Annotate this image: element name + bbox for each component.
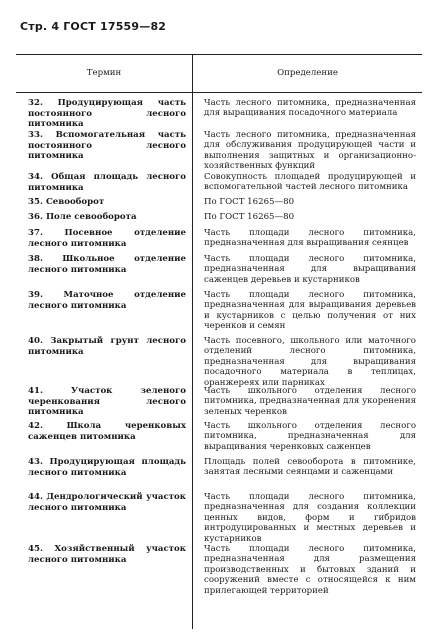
term-cell: 39. Маточное отделение лесного питомника <box>28 290 186 311</box>
column-header-definition: Определение <box>277 68 338 78</box>
table-column-divider <box>192 54 193 629</box>
definition-cell: Часть лесного питомника, предназначенная для выращивания посадочного материала <box>204 98 416 119</box>
term-cell: 32. Продуцирующая часть постоянного лесного питомника <box>28 98 186 129</box>
table-top-rule <box>16 54 422 55</box>
term-cell: 33. Вспомогательная часть постоянного лесного питомника <box>28 130 186 161</box>
term-cell: 34. Общая площадь лесного питомника <box>28 172 186 193</box>
definition-cell: По ГОСТ 16265—80 <box>204 212 295 222</box>
definition-cell: Часть площади лесного питомника, предназначенная для размещения производственных и бытовых зданий и сооружений вместе с относящейся к ним прилегающей территорией <box>204 544 416 596</box>
definition-cell: Часть лесного питомника, предназначенная для обслуживания продуцирующей части и выполнения защитных и организационно-хозяйственных функций <box>204 130 416 172</box>
definition-cell: Часть площади лесного питомника, предназначенная для выращивания саженцев деревьев и кустарников <box>204 254 416 285</box>
definition-cell: Площадь полей севооборота в питомнике, занятая лесными сеянцами и саженцами <box>204 457 416 478</box>
term-cell: 40. Закрытый грунт лесного питомника <box>28 336 186 357</box>
term-cell: 36. Поле севооборота <box>28 212 137 222</box>
column-header-term: Термин <box>86 68 122 78</box>
term-cell: 35. Севооборот <box>28 197 105 207</box>
term-cell: 37. Посевное отделение лесного питомника <box>28 228 186 249</box>
definition-cell: Часть площади лесного питомника, предназначенная для выращивания деревьев и кустарников с целью получения от них черенков и семян <box>204 290 416 332</box>
term-cell: 42. Школа черенковых саженцев питомника <box>28 421 186 442</box>
definition-cell: Часть площади лесного питомника, предназначенная для выращивания сеянцев <box>204 228 416 249</box>
terms-table <box>16 54 422 629</box>
page-header: Стр. 4 ГОСТ 17559—82 <box>20 20 167 33</box>
definition-cell: Часть школьного отделения лесного питомника, предназначенная для укоренения зеленых черенков <box>204 386 416 417</box>
term-cell: 38. Школьное отделение лесного питомника <box>28 254 186 275</box>
term-cell: 44. Дендрологический участок лесного питомника <box>28 492 186 513</box>
definition-cell: Часть площади лесного питомника, предназначенная для создания коллекции ценных видов, форм и гибридов интродуцированных и местных деревьев и кустарников <box>204 492 416 544</box>
definition-cell: Часть школьного отделения лесного питомника, предназначенная для выращивания черенковых саженцев <box>204 421 416 452</box>
table-header-rule <box>16 92 422 93</box>
term-cell: 41. Участок зеленого черенкования лесного питомника <box>28 386 186 417</box>
definition-cell: Совокупность площадей продуцирующей и вспомогательной частей лесного питомника <box>204 172 416 193</box>
term-cell: 45. Хозяйственный участок лесного питомника <box>28 544 186 565</box>
term-cell: 43. Продуцирующая площадь лесного питомника <box>28 457 186 478</box>
definition-cell: Часть посевного, школьного или маточного отделений лесного питомника, предназначенная для выращивания посадочного материала в теплицах, оранжереях или парниках <box>204 336 416 388</box>
definition-cell: По ГОСТ 16265—80 <box>204 197 295 207</box>
